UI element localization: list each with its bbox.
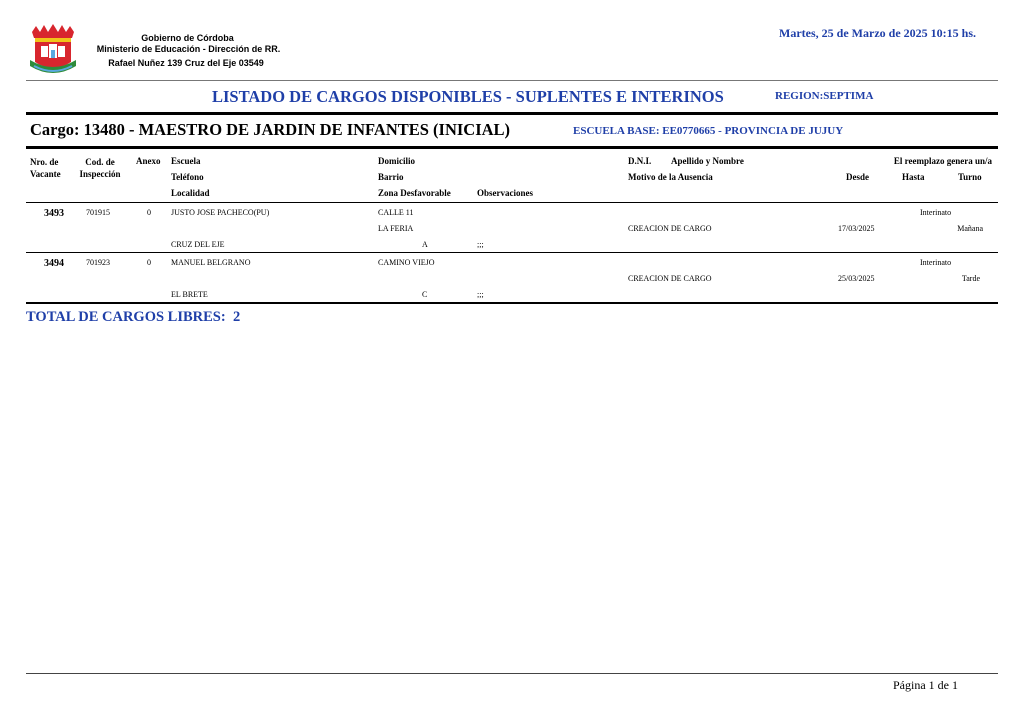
col-anexo: Anexo	[136, 156, 161, 166]
row-escuela: JUSTO JOSE PACHECO(PU)	[171, 208, 270, 217]
row-divider	[26, 252, 998, 253]
row-domicilio: CALLE 11	[378, 208, 414, 217]
row-observaciones: ;;;	[477, 290, 484, 299]
row-zona: A	[422, 240, 428, 249]
cargo-divider	[26, 146, 998, 149]
col-apellido: Apellido y Nombre	[671, 156, 744, 166]
col-motivo: Motivo de la Ausencia	[628, 172, 713, 182]
total-cargos: TOTAL DE CARGOS LIBRES: 2	[26, 309, 241, 325]
page-number: Página 1 de 1	[893, 678, 958, 692]
col-zona: Zona Desfavorable	[378, 188, 451, 198]
col-localidad: Localidad	[171, 188, 210, 198]
row-motivo: CREACION DE CARGO	[628, 224, 712, 233]
row-motivo: CREACION DE CARGO	[628, 274, 712, 283]
col-escuela: Escuela	[171, 156, 201, 166]
col-nro-label-b: Vacante	[30, 169, 61, 179]
col-desde: Desde	[846, 172, 869, 182]
row-nro-vacante: 3493	[44, 208, 64, 219]
col-cod-label-a: Cod. de	[85, 157, 115, 167]
report-datetime: Martes, 25 de Marzo de 2025 10:15 hs.	[779, 26, 976, 40]
row-turno: Mañana	[957, 224, 983, 233]
row-localidad: CRUZ DEL EJE	[171, 240, 225, 249]
footer-divider	[26, 673, 998, 674]
row-desde: 25/03/2025	[838, 274, 875, 283]
col-hasta: Hasta	[902, 172, 925, 182]
cargo-title: Cargo: 13480 - MAESTRO DE JARDIN DE INFANTES (INICIAL)	[30, 120, 511, 139]
col-cod-inspeccion	[76, 156, 124, 180]
col-telefono: Teléfono	[171, 172, 204, 182]
row-domicilio: CAMINO VIEJO	[378, 258, 435, 267]
title-divider	[26, 112, 998, 115]
col-cod-label-b: Inspección	[79, 169, 121, 179]
region-label: REGION:SEPTIMA	[775, 90, 874, 102]
row-nro-vacante: 3494	[44, 258, 64, 269]
col-barrio: Barrio	[378, 172, 404, 182]
row-cod-inspeccion: 701923	[86, 258, 110, 267]
col-observaciones: Observaciones	[477, 188, 533, 198]
col-reemplazo: El reemplazo genera un/a	[893, 156, 992, 166]
col-nro-label-a: Nro. de	[30, 157, 59, 167]
row-anexo: 0	[147, 208, 151, 217]
row-turno: Tarde	[961, 274, 980, 283]
row-localidad: EL BRETE	[171, 290, 208, 299]
header-divider	[26, 80, 998, 81]
col-dni: D.N.I.	[628, 156, 652, 166]
row-escuela: MANUEL BELGRANO	[171, 258, 251, 267]
col-domicilio: Domicilio	[378, 156, 415, 166]
org-ministry: Ministerio de Educación - Dirección de RR.	[96, 44, 281, 54]
col-nro-vacante	[30, 156, 61, 180]
org-address: Rafael Nuñez 139 Cruz del Eje 03549	[108, 58, 264, 68]
escuela-base: ESCUELA BASE: EE0770665 - PROVINCIA DE JUJUY	[573, 125, 844, 137]
org-name: Gobierno de Córdoba	[141, 33, 234, 43]
columns-divider	[26, 202, 998, 203]
row-cod-inspeccion: 701915	[86, 208, 110, 217]
row-tipo: Interinato	[920, 258, 952, 267]
row-observaciones: ;;;	[477, 240, 484, 249]
cordoba-coat-of-arms-icon	[26, 22, 80, 80]
row-tipo: Interinato	[920, 208, 952, 217]
row-anexo: 0	[147, 258, 151, 267]
row-desde: 17/03/2025	[838, 224, 875, 233]
col-turno: Turno	[958, 172, 982, 182]
row-zona: C	[422, 290, 428, 299]
row-barrio: LA FERIA	[378, 224, 414, 233]
report-title: LISTADO DE CARGOS DISPONIBLES - SUPLENTES E INTERINOS	[212, 87, 724, 106]
table-bottom-divider	[26, 302, 998, 304]
